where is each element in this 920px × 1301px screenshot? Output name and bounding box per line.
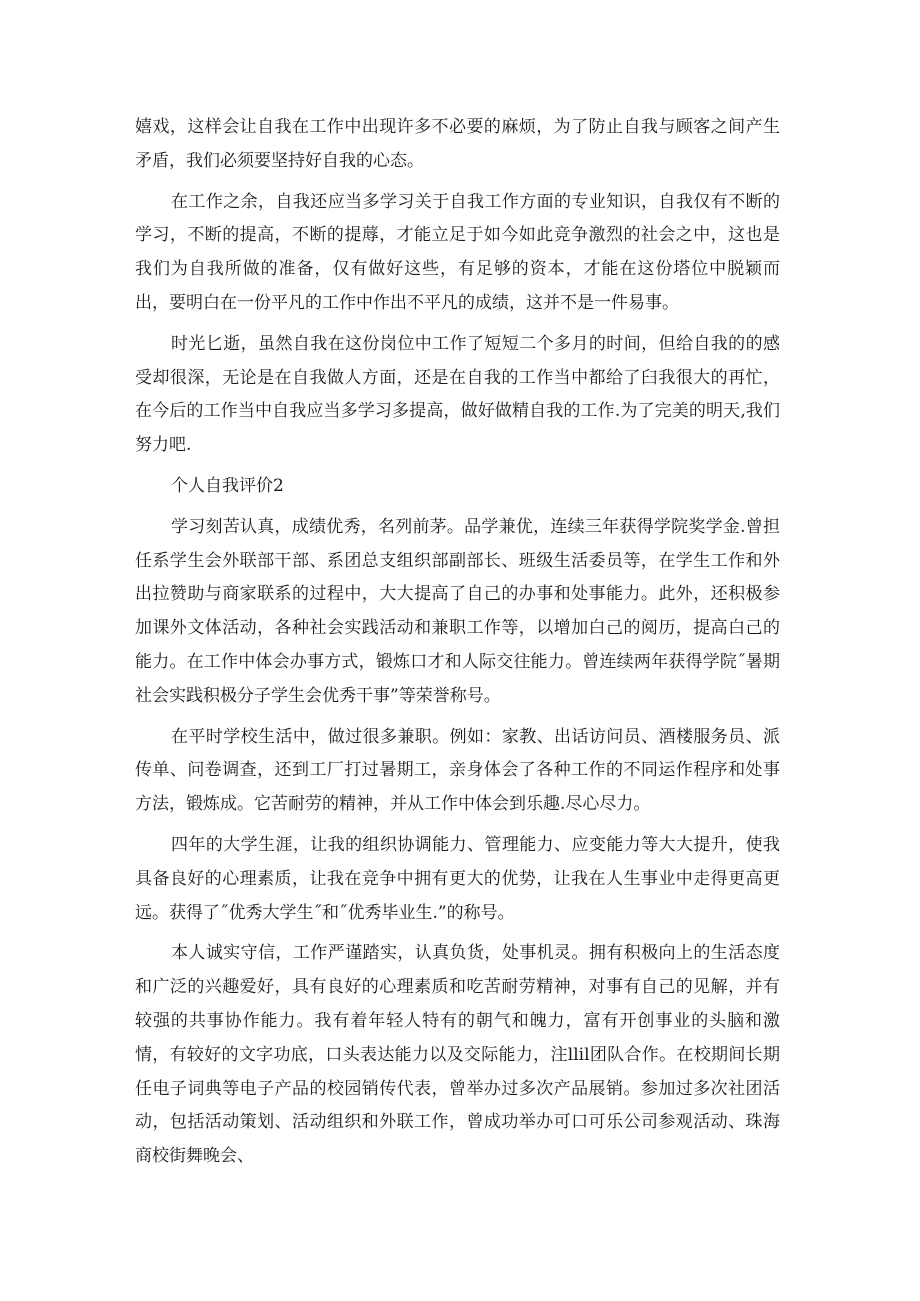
- paragraph-6: 四年的大学生涯，让我的组织协调能力、管理能力、应变能力等大大提升，使我具备良好的心理素质，让我在竞争中拥有更大的优势，让我在人生事业中走得更高更远。获得了˝优秀大学生˝和˝优秀毕业生.”的称号。: [135, 834, 780, 923]
- paragraph-gap: [135, 504, 780, 511]
- paragraph-4: 学习刻苦认真，成绩优秀，名列前茅。品学兼优，连续三年获得学院奖学金.曾担任系学生会外联部干部、系团总支组织部副部长、班级生活委员等，在学生工作和外出拉赞助与商家联系的过程中，大大提高了自己的办事和处事能力。此外，还积极参加课外文体活动，各种社会实践活动和兼职工作等，以增加白己的阅历，提高白己的能力。在工作中体会办事方式，锻炼口才和人际交往能力。曾连续两年获得学院˝暑期社会实践积极分子学生会优秀干事”等荣誉称号。: [135, 516, 780, 706]
- paragraph-gap: [135, 463, 780, 470]
- paragraph-3: 时光匕逝，虽然自我在这份岗位中工作了短短二个多月的时间，但给自我的的感受却很深，无论是在自我做人方面，还是在自我的工作当中都给了臼我很大的再忙，在今后的工作当中自我应当多学习多提高，做好做精自我的工作.为了完美的明天,我们努力吧.: [135, 333, 780, 456]
- document-page: [135, 111, 780, 1174]
- paragraph-gap: [135, 930, 780, 937]
- paragraph-2: 在工作之余，自我还应当多学习关于自我工作方面的专业知识，自我仅有不断的学习，不断的提高，不断的提蓐，才能立足于如今如此竞争激烈的社会之中，这也是我们为自我所做的准备，仅有做好这些，有足够的资本，才能在这份塔位中脱颖而出，要明白在一份平凡的工作中作出不平凡的成绩，这并不是一件易事。: [135, 191, 780, 313]
- paragraph-gap: [135, 321, 780, 328]
- paragraph-gap: [135, 714, 780, 721]
- paragraph-gap: [135, 179, 780, 186]
- paragraph-gap: [135, 822, 780, 829]
- paragraph-1: 嬉戏，这样会让自我在工作中出现许多不必要的麻烦，为了防止自我与顾客之间产生矛盾，我们必须要坚持好自我的心态。: [135, 117, 780, 171]
- paragraph-7: 本人诚实守信，工作严谨踏实，认真负货，处事机灵。拥有积极向上的生活态度和广泛的兴趣爱好，具有良好的心理素质和吃苦耐劳精神，对事有自己的见解，并有较强的共事协作能力。我有着年轻人特有的朝气和魄力，富有开创事业的头脑和激情，有较好的文字功底，口头表达能力以及交际能力，注llil团队合作。在校期间长期任电子词典等电子产品的校园销传代表，曾举办过多次产品展销。参加过多次社团活动，包括活动策划、活动组织和外联工作，曾成功举办可口可乐公司参观活动、珠海商校街舞晚会、: [135, 943, 780, 1167]
- paragraph-5: 在平时学校生活中，做过很多兼职。例如：家教、出话访问员、酒楼服务员、派传单、问卷调查，还到工厂打过暑期工，亲身体会了各种工作的不同运作程序和处事方法，锻炼成。它苦耐劳的精神，并从工作中体会到乐趣.尽心尽力。: [135, 726, 780, 815]
- section-heading: 个人自我评价2: [171, 475, 284, 496]
